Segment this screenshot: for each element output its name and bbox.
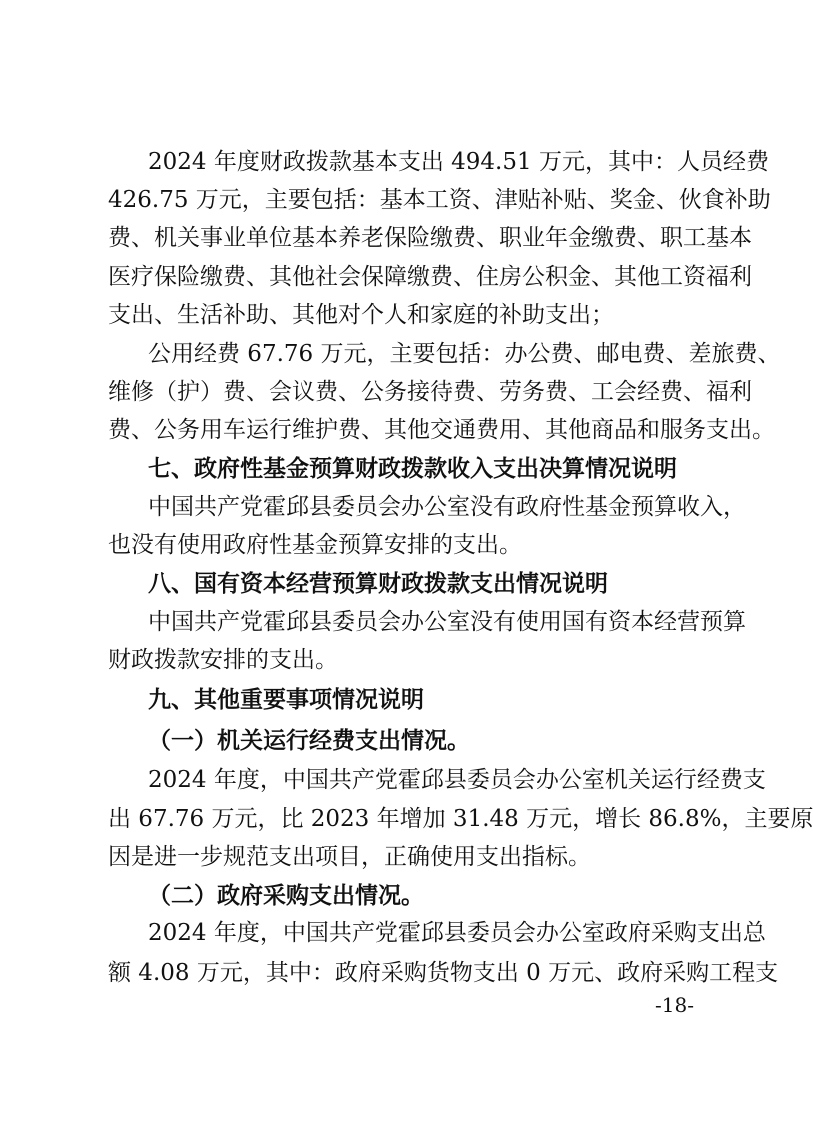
paragraph-state-capital-line-2: 财政拨款安排的支出。 <box>108 647 338 673</box>
paragraph-basic-expenditure-line-3: 费、机关事业单位基本养老保险缴费、职业年金缴费、职工基本 <box>108 225 752 251</box>
page-number: -18- <box>655 993 694 1017</box>
paragraph-public-expenditure-line-3: 费、公务用车运行维护费、其他交通费用、其他商品和服务支出。 <box>108 417 775 443</box>
paragraph-operating-costs-line-3: 因是进一步规范支出项目，正确使用支出指标。 <box>108 844 591 870</box>
section-heading-8: 八、国有资本经营预算财政拨款支出情况说明 <box>148 571 608 597</box>
paragraph-basic-expenditure-line-4: 医疗保险缴费、其他社会保障缴费、住房公积金、其他工资福利 <box>108 264 752 290</box>
paragraph-operating-costs-line-1: 2024 年度，中国共产党霍邱县委员会办公室机关运行经费支 <box>148 767 766 793</box>
section-heading-7: 七、政府性基金预算财政拨款收入支出决算情况说明 <box>148 456 677 482</box>
section-heading-9: 九、其他重要事项情况说明 <box>148 687 424 713</box>
paragraph-public-expenditure-line-1: 公用经费 67.76 万元，主要包括：办公费、邮电费、差旅费、 <box>148 341 781 367</box>
paragraph-government-fund-line-1: 中国共产党霍邱县委员会办公室没有政府性基金预算收入， <box>148 494 746 520</box>
paragraph-public-expenditure-line-2: 维修（护）费、会议费、公务接待费、劳务费、工会经费、福利 <box>108 379 752 405</box>
paragraph-government-fund-line-2: 也没有使用政府性基金预算安排的支出。 <box>108 532 522 558</box>
paragraph-basic-expenditure-line-2: 426.75 万元，主要包括：基本工资、津贴补贴、奖金、伙食补助 <box>108 187 771 213</box>
paragraph-state-capital-line-1: 中国共产党霍邱县委员会办公室没有使用国有资本经营预算 <box>148 609 746 635</box>
subsection-heading-1: （一）机关运行经费支出情况。 <box>148 728 470 754</box>
paragraph-procurement-line-2: 额 4.08 万元，其中：政府采购货物支出 0 万元、政府采购工程支 <box>108 960 779 986</box>
subsection-heading-2: （二）政府采购支出情况。 <box>148 883 424 909</box>
paragraph-operating-costs-line-2: 出 67.76 万元，比 2023 年增加 31.48 万元，增长 86.8%，主要原 <box>108 806 813 832</box>
paragraph-basic-expenditure-line-5: 支出、生活补助、其他对个人和家庭的补助支出； <box>108 302 614 328</box>
paragraph-procurement-line-1: 2024 年度，中国共产党霍邱县委员会办公室政府采购支出总 <box>148 920 766 946</box>
paragraph-basic-expenditure-line-1: 2024 年度财政拨款基本支出 494.51 万元，其中：人员经费 <box>148 149 769 175</box>
